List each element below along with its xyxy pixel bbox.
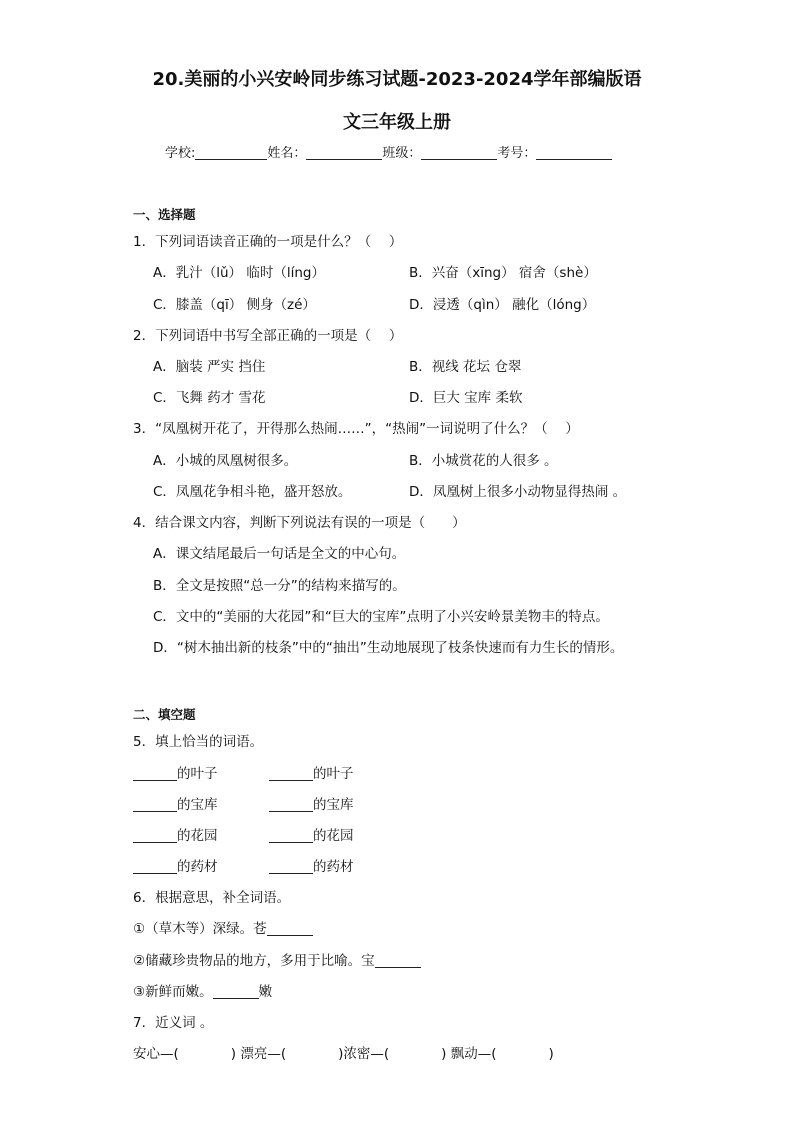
student-info-line: [165, 145, 612, 163]
q6-item1: [133, 920, 313, 938]
q6-item1-text: ①（草木等）深绿。苍: [133, 921, 267, 937]
q6-item1-blank[interactable]: [267, 921, 313, 936]
q5-row1-right: [269, 765, 354, 783]
q5-row3-right-text: 的花园: [313, 828, 354, 844]
q6-item2: [133, 952, 421, 970]
q5-row2-right: [269, 796, 354, 814]
exam-no-blank[interactable]: [536, 145, 612, 160]
q3-option-b[interactable]: B．小城赏花的人很多 。: [409, 453, 558, 469]
q6-item3: [133, 983, 272, 1001]
q7-synonyms: [133, 1045, 554, 1063]
q5-row3-left: [133, 827, 218, 845]
class-blank[interactable]: [421, 145, 497, 160]
q6-item2-blank[interactable]: [375, 953, 421, 968]
exam-no-label: 考号：: [497, 146, 537, 161]
q1-option-a[interactable]: A．乳汁（lǔ） 临时（líng）: [153, 265, 325, 281]
q7-stem: 7．近义词 。: [133, 1015, 214, 1031]
q5-row3-right: [269, 827, 354, 845]
q5-blank[interactable]: [269, 797, 313, 812]
class-label: 班级：: [382, 146, 422, 161]
q5-row4-right-text: 的药材: [313, 859, 354, 875]
name-label: 姓名：: [267, 146, 307, 161]
q5-row1-left-text: 的叶子: [177, 766, 218, 782]
q6-stem: 6．根据意思，补全词语。: [133, 890, 291, 906]
q7-word3: )浓密—(: [338, 1046, 390, 1062]
q5-row2-right-text: 的宝库: [313, 797, 354, 813]
q1-option-d[interactable]: D．浸透（qìn） 融化（lóng）: [409, 297, 596, 313]
q5-blank[interactable]: [133, 797, 177, 812]
q6-item3-suffix: 嫩: [258, 984, 273, 1000]
q4-option-a[interactable]: A．课文结尾最后一句话是全文的中心句。: [153, 546, 406, 562]
q5-row2-left-text: 的宝库: [177, 797, 218, 813]
q5-row4-left-text: 的药材: [177, 859, 218, 875]
worksheet-title-line2: 文三年级上册: [343, 112, 451, 133]
q2-option-c[interactable]: C．飞舞 药才 雪花: [153, 390, 266, 406]
q4-option-b[interactable]: B．全文是按照“总一分”的结构来描写的。: [153, 578, 406, 594]
section1-heading: 一、选择题: [133, 207, 196, 222]
q5-blank[interactable]: [133, 859, 177, 874]
q3-stem: 3．“凤凰树开花了，开得那么热闹……”，“热闹”一词说明了什么？（ ）: [133, 421, 579, 437]
q5-row4-right: [269, 858, 354, 876]
q3-option-c[interactable]: C．凤凰花争相斗艳，盛开怒放。: [153, 484, 352, 500]
q3-option-d[interactable]: D．凤凰树上很多小动物显得热闹 。: [409, 484, 627, 500]
q2-stem: 2．下列词语中书写全部正确的一项是（ ）: [133, 328, 403, 344]
school-blank[interactable]: [195, 145, 267, 160]
q5-row4-left: [133, 858, 218, 876]
school-label: 学校:: [165, 146, 196, 161]
q5-blank[interactable]: [269, 766, 313, 781]
q4-option-d[interactable]: D．“树木抽出新的枝条”中的“抽出”生动地展现了枝条快速而有力生长的情形。: [153, 640, 624, 656]
q5-row1-right-text: 的叶子: [313, 766, 354, 782]
q5-blank[interactable]: [133, 766, 177, 781]
q5-row3-left-text: 的花园: [177, 828, 218, 844]
q5-row1-left: [133, 765, 218, 783]
q7-word2: ) 漂亮—(: [230, 1046, 287, 1062]
q2-option-d[interactable]: D．巨大 宝库 柔软: [409, 390, 523, 406]
q2-option-b[interactable]: B．视线 花坛 仓翠: [409, 359, 522, 375]
q6-item3-blank[interactable]: [213, 984, 259, 999]
q4-option-c[interactable]: C．文中的“美丽的大花园”和“巨大的宝库”点明了小兴安岭景美物丰的特点。: [153, 609, 609, 625]
q5-stem: 5．填上恰当的词语。: [133, 734, 264, 750]
q5-blank[interactable]: [133, 828, 177, 843]
q6-item3-text: ③新鲜而嫩。: [133, 984, 213, 1000]
name-blank[interactable]: [306, 145, 382, 160]
section2-heading: 二、填空题: [133, 707, 196, 722]
q7-word4: ) 飘动—(: [441, 1046, 497, 1062]
q3-option-a[interactable]: A．小城的凤凰树很多。: [153, 453, 298, 469]
q1-option-c[interactable]: C．膝盖（qī） 侧身（zé）: [153, 297, 316, 313]
q5-blank[interactable]: [269, 859, 313, 874]
q1-stem: 1．下列词语读音正确的一项是什么？（ ）: [133, 234, 403, 250]
q2-option-a[interactable]: A．脑装 严实 挡住: [153, 359, 266, 375]
worksheet-title-line1: 20.美丽的小兴安岭同步练习试题-2023-2024学年部编版语: [152, 69, 642, 90]
q7-word1: 安心—(: [133, 1046, 179, 1062]
q7-word5: ): [548, 1046, 554, 1062]
q6-item2-text: ②储藏珍贵物品的地方，多用于比喻。宝: [133, 953, 375, 969]
q5-row2-left: [133, 796, 218, 814]
q4-stem: 4．结合课文内容，判断下列说法有误的一项是（ ）: [133, 515, 466, 531]
q1-option-b[interactable]: B．兴奋（xīng） 宿舍（shè）: [409, 265, 597, 281]
q5-blank[interactable]: [269, 828, 313, 843]
